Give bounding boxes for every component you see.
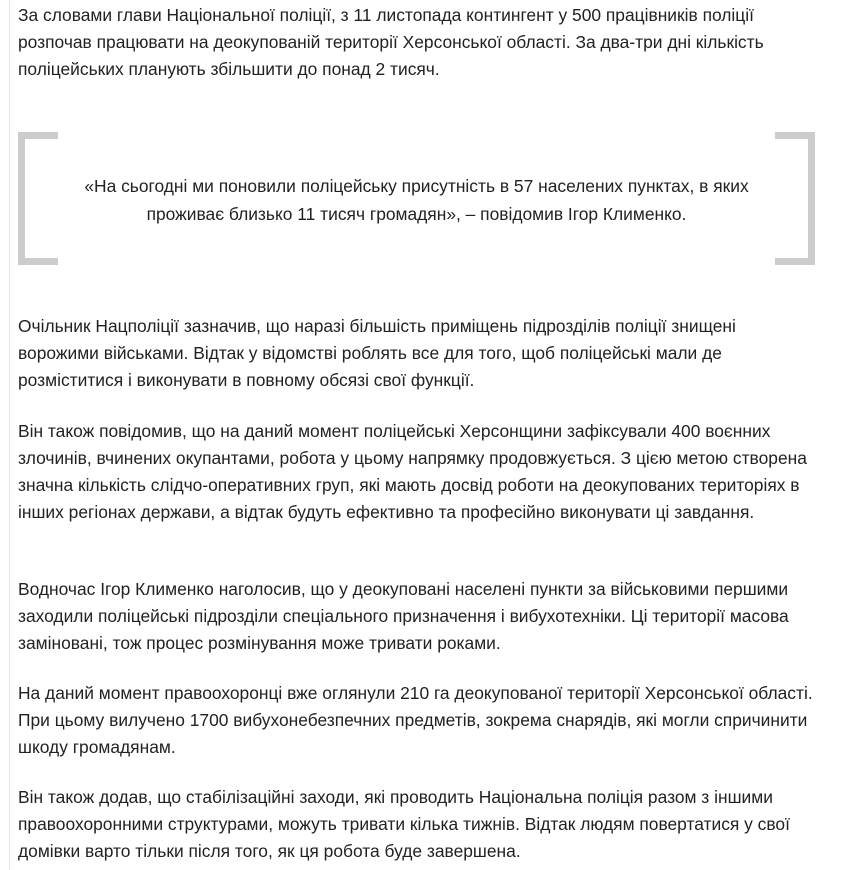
article-paragraph-4: Водночас Ігор Клименко наголосив, що у деокуповані населені пункти за військовими першими заходили поліцейські підрозділи спеціального призначення і вибухотехніки. Ці території масова заміновані, тож процес розмінування може тривати роками. (18, 579, 789, 653)
quote-open-bracket (18, 132, 58, 265)
article-paragraph-3: Він також повідомив, що на даний момент поліцейські Херсонщини зафіксували 400 воєнних злочинів, вчинених окупантами, робота у цьому напрямку продовжується. З цією метою створена значна кількість слідчо-оперативних груп, які мають досвід роботи на деокупованих територіях в інших регіонах держави, а відтак будуть ефективно та професійно виконувати ці завдання. (18, 421, 807, 522)
blockquote (18, 132, 815, 265)
article-paragraph-2: Очільник Нацполіції зазначив, що наразі більшість приміщень підрозділів поліції знищені ворожими військами. Відтак у відомстві роблять все для того, щоб поліцейські мали де розміститися і виконувати в повному обсязі свої функції. (18, 316, 736, 390)
article-paragraph-5: На даний момент правоохоронці вже оглянули 210 га деокупованої території Херсонської області. При цьому вилучено 1700 вибухонебезпечних предметів, зокрема снарядів, які могли спричинити шкоду громадянам. (18, 683, 813, 757)
left-divider (9, 0, 10, 870)
quote-close-bracket (775, 132, 815, 265)
article-paragraph-1: За словами глави Національної поліції, з 11 листопада контингент у 500 працівників поліції розпочав працювати на деокупованій території Херсонської області. За два-три дні кількість поліцейських планують збільшити до понад 2 тисяч. (18, 5, 764, 79)
article-paragraph-6: Він також додав, що стабілізаційні заходи, які проводить Національна поліція разом з іншими правоохоронними структурами, можуть тривати кілька тижнів. Відтак людям повертатися у свої домівки варто тільки після того, як ця робота буде завершена. (18, 787, 790, 861)
quote-text: «На сьогодні ми поновили поліцейську присутність в 57 населених пунктах, в яких проживає близько 11 тисяч громадян», – повідомив Ігор Клименко. (84, 176, 749, 224)
